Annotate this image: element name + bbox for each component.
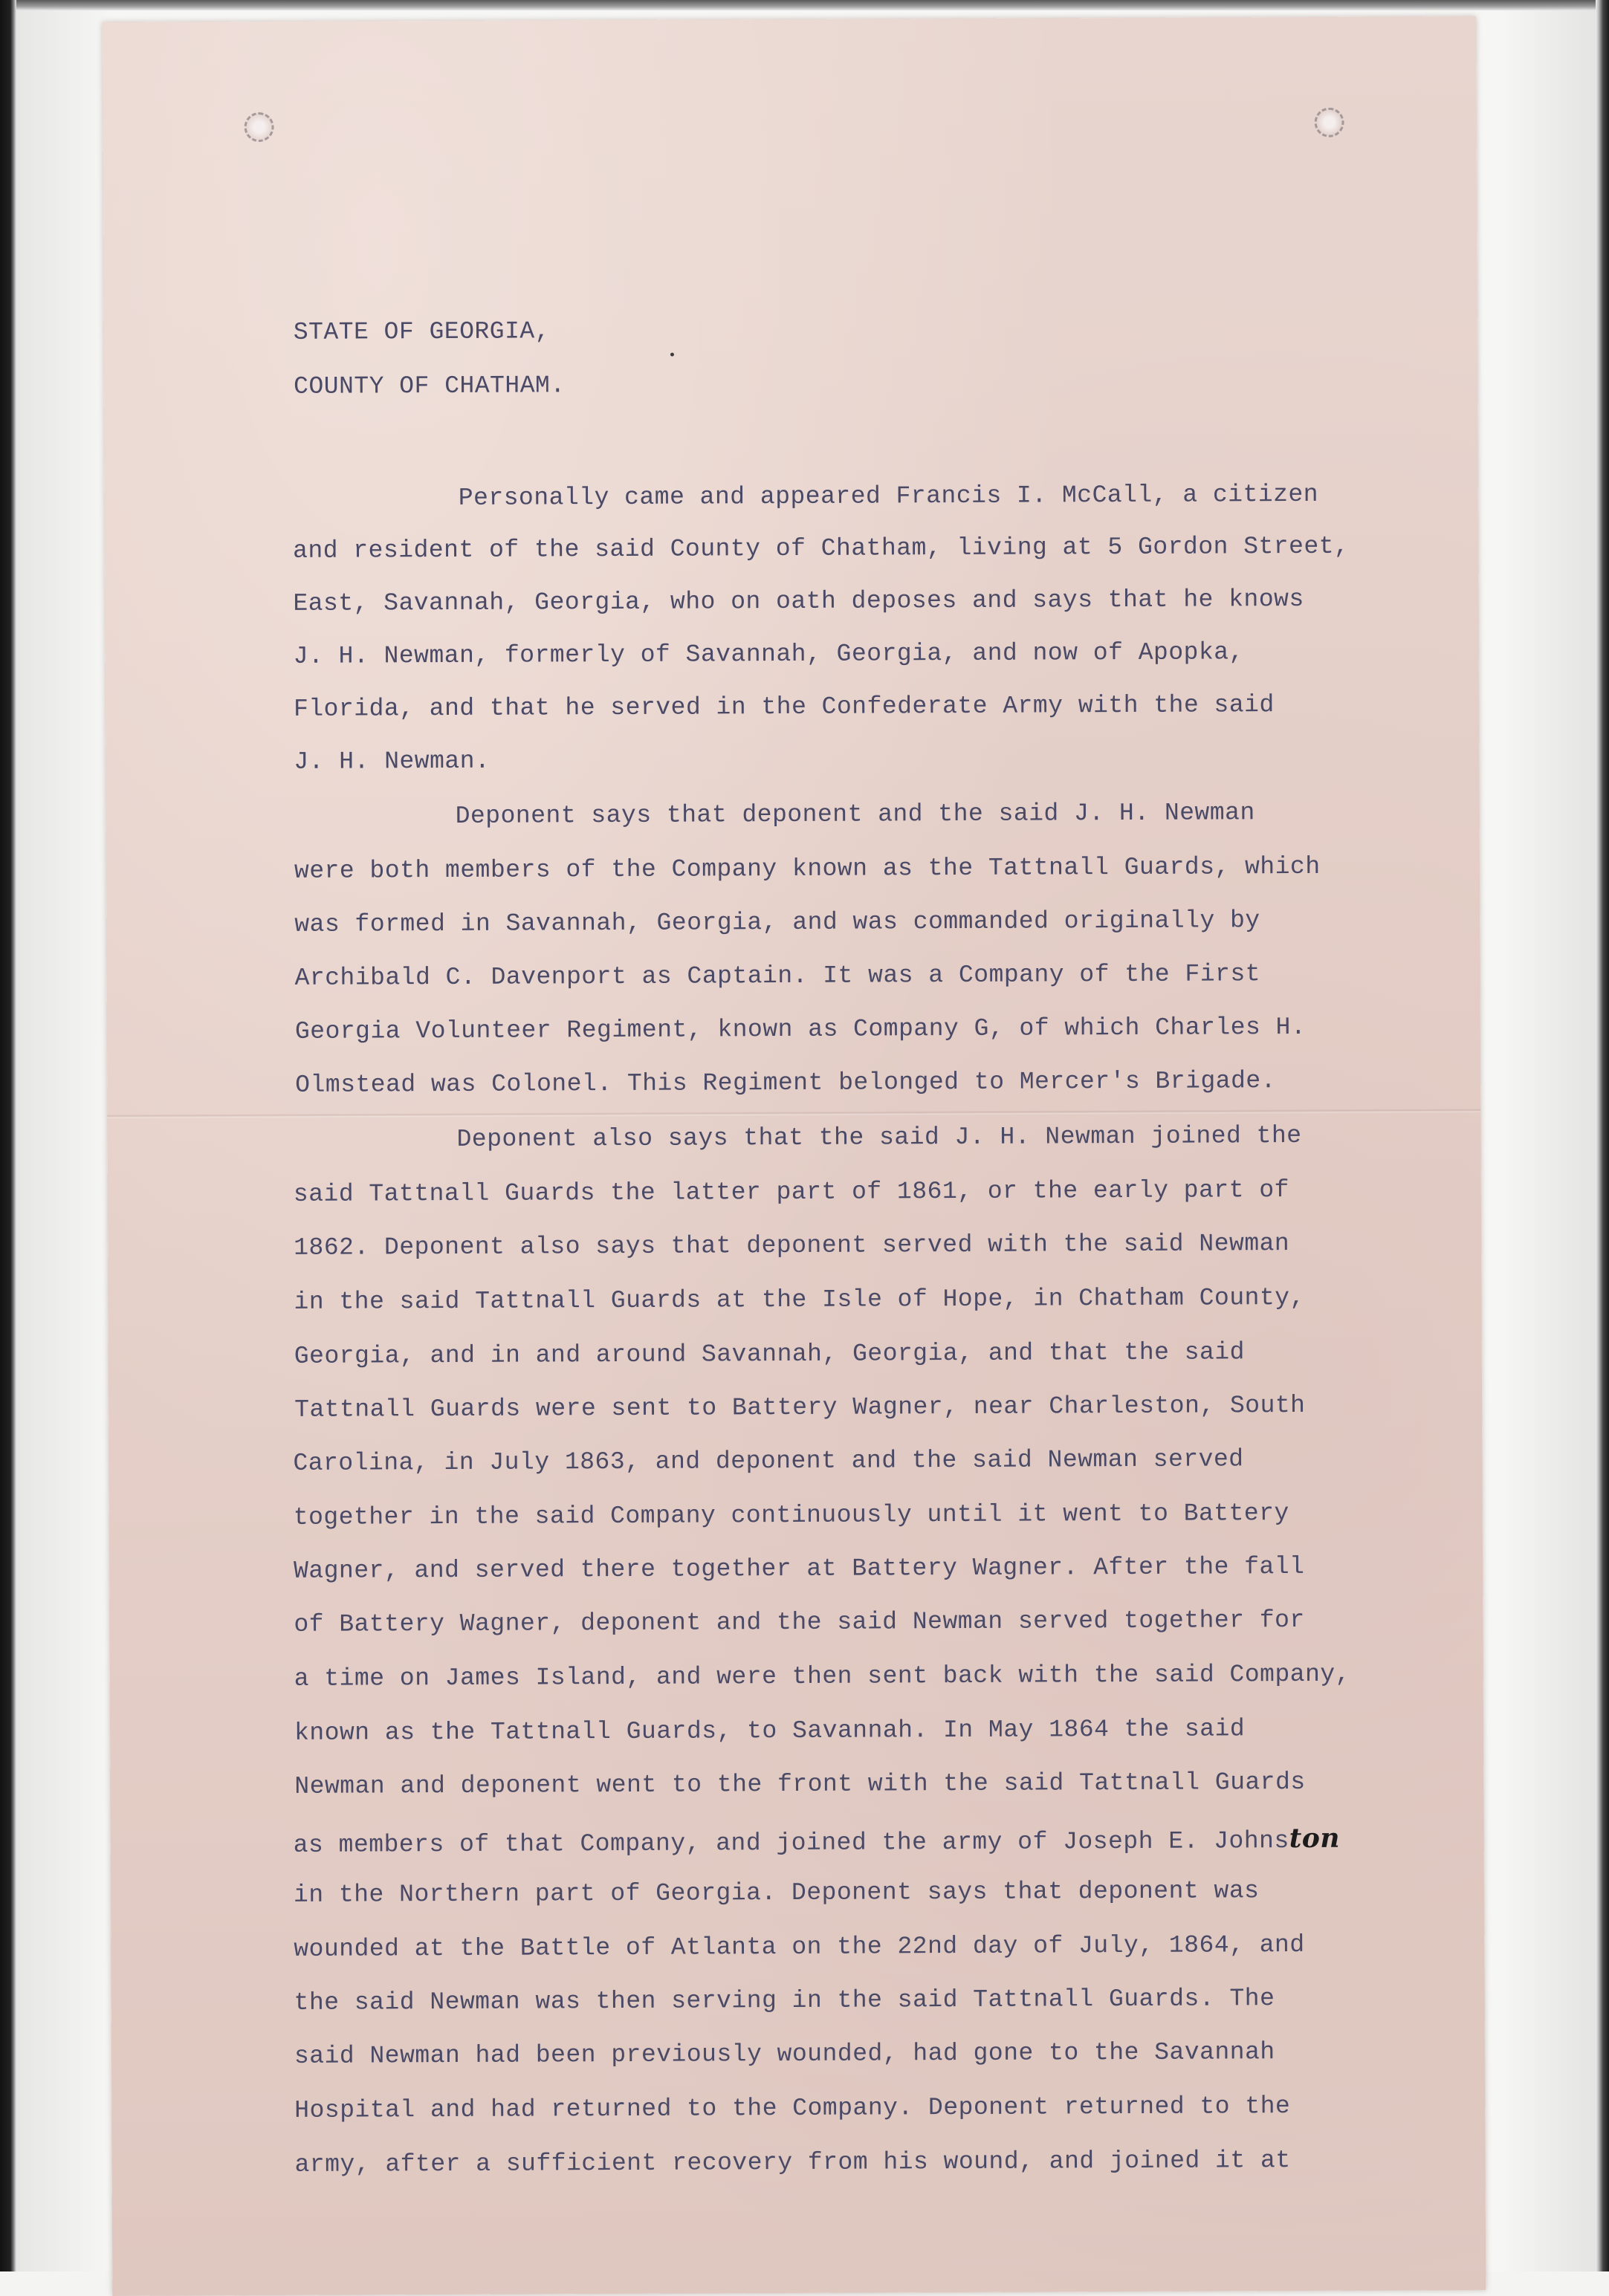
- paragraph-3-line-6: Tattnall Guards were sent to Battery Wagner, near Charleston, South: [294, 1391, 1306, 1424]
- paragraph-3-line-5: Georgia, and in and around Savannah, Georgia, and that the said: [294, 1338, 1246, 1370]
- paragraph-2-line-3: was formed in Savannah, Georgia, and was commanded originally by: [294, 907, 1260, 938]
- paragraph-2-line-5: Georgia Volunteer Regiment, known as Company G, of which Charles H.: [294, 1013, 1307, 1045]
- paragraph-3-line-8: together in the said Company continuously until it went to Battery: [293, 1499, 1289, 1531]
- johnston-line: [294, 1823, 1341, 1859]
- after-line-1: in the Northern part of Georgia. Deponent says that deponent was: [293, 1877, 1260, 1909]
- heading-state: STATE OF GEORGIA,: [293, 317, 551, 346]
- handwritten-correction: ton: [1289, 1822, 1341, 1855]
- sleeve-left-edge: [0, 0, 16, 2271]
- sleeve-top-edge: [0, 0, 1609, 10]
- after-line-4: said Newman had been previously wounded, had gone to the Savannah: [294, 2038, 1275, 2070]
- paragraph-3-line-2: said Tattnall Guards the latter part of 1861, or the early part of: [293, 1176, 1289, 1208]
- paragraph-2-line-4: Archibald C. Davenport as Captain. It was a Company of the First: [294, 960, 1261, 992]
- fold-crease: [107, 1109, 1480, 1119]
- paragraph-1-line-1: Personally came and appeared Francis I. McCall, a citizen: [458, 480, 1319, 512]
- paragraph-3-line-9: Wagner, and served there together at Battery Wagner. After the fall: [294, 1552, 1305, 1585]
- punch-hole-right-icon: [1315, 108, 1344, 137]
- paragraph-2-line-1: Deponent says that deponent and the said J. H. Newman: [455, 799, 1255, 830]
- after-line-6: army, after a sufficient recovery from his wound, and joined it at: [294, 2147, 1291, 2179]
- paragraph-3-line-12: known as the Tattnall Guards, to Savannah. In May 1864 the said: [294, 1715, 1246, 1747]
- paragraph-3-line-7: Carolina, in July 1863, and deponent and the said Newman served: [293, 1445, 1244, 1477]
- paragraph-3-line-4: in the said Tattnall Guards at the Isle of Hope, in Chatham County,: [294, 1283, 1305, 1316]
- punch-hole-left-icon: [245, 112, 274, 142]
- paragraph-2-line-6: Olmstead was Colonel. This Regiment belonged to Mercer's Brigade.: [295, 1067, 1277, 1099]
- paragraph-3-line-3: 1862. Deponent also says that deponent served with the said Newman: [294, 1230, 1290, 1262]
- paragraph-1-line-4: J. H. Newman, formerly of Savannah, Georgia, and now of Apopka,: [293, 638, 1244, 670]
- johnston-line-typed: as members of that Company, and joined the army of Joseph E. Johns: [293, 1827, 1289, 1859]
- after-line-2: wounded at the Battle of Atlanta on the 22nd day of July, 1864, and: [294, 1930, 1305, 1963]
- paragraph-3-line-13: Newman and deponent went to the front with the said Tattnall Guards: [294, 1768, 1306, 1800]
- paragraph-1-line-6: J. H. Newman.: [294, 747, 491, 776]
- heading-county: COUNTY OF CHATHAM.: [294, 372, 566, 400]
- paragraph-3-line-1: Deponent also says that the said J. H. Newman joined the: [456, 1121, 1302, 1153]
- paragraph-3-line-11: a time on James Island, and were then sent back with the said Company,: [294, 1660, 1351, 1693]
- document-page: [103, 16, 1486, 2296]
- paragraph-3-line-10: of Battery Wagner, deponent and the said Newman served together for: [294, 1606, 1305, 1638]
- paragraph-1-line-3: East, Savannah, Georgia, who on oath deposes and says that he knows: [293, 585, 1304, 617]
- paragraph-2-line-2: were both members of the Company known as the Tattnall Guards, which: [294, 852, 1321, 885]
- paragraph-1-line-5: Florida, and that he served in the Confederate Army with the said: [293, 691, 1275, 723]
- sleeve-right-edge: [1596, 0, 1609, 2271]
- after-line-3: the said Newman was then serving in the said Tattnall Guards. The: [294, 1985, 1275, 2017]
- paragraph-1-line-2: and resident of the said County of Chatham, living at 5 Gordon Street,: [293, 532, 1350, 565]
- after-line-5: Hospital and had returned to the Company. Deponent returned to the: [294, 2092, 1291, 2124]
- ink-speck: [670, 353, 674, 357]
